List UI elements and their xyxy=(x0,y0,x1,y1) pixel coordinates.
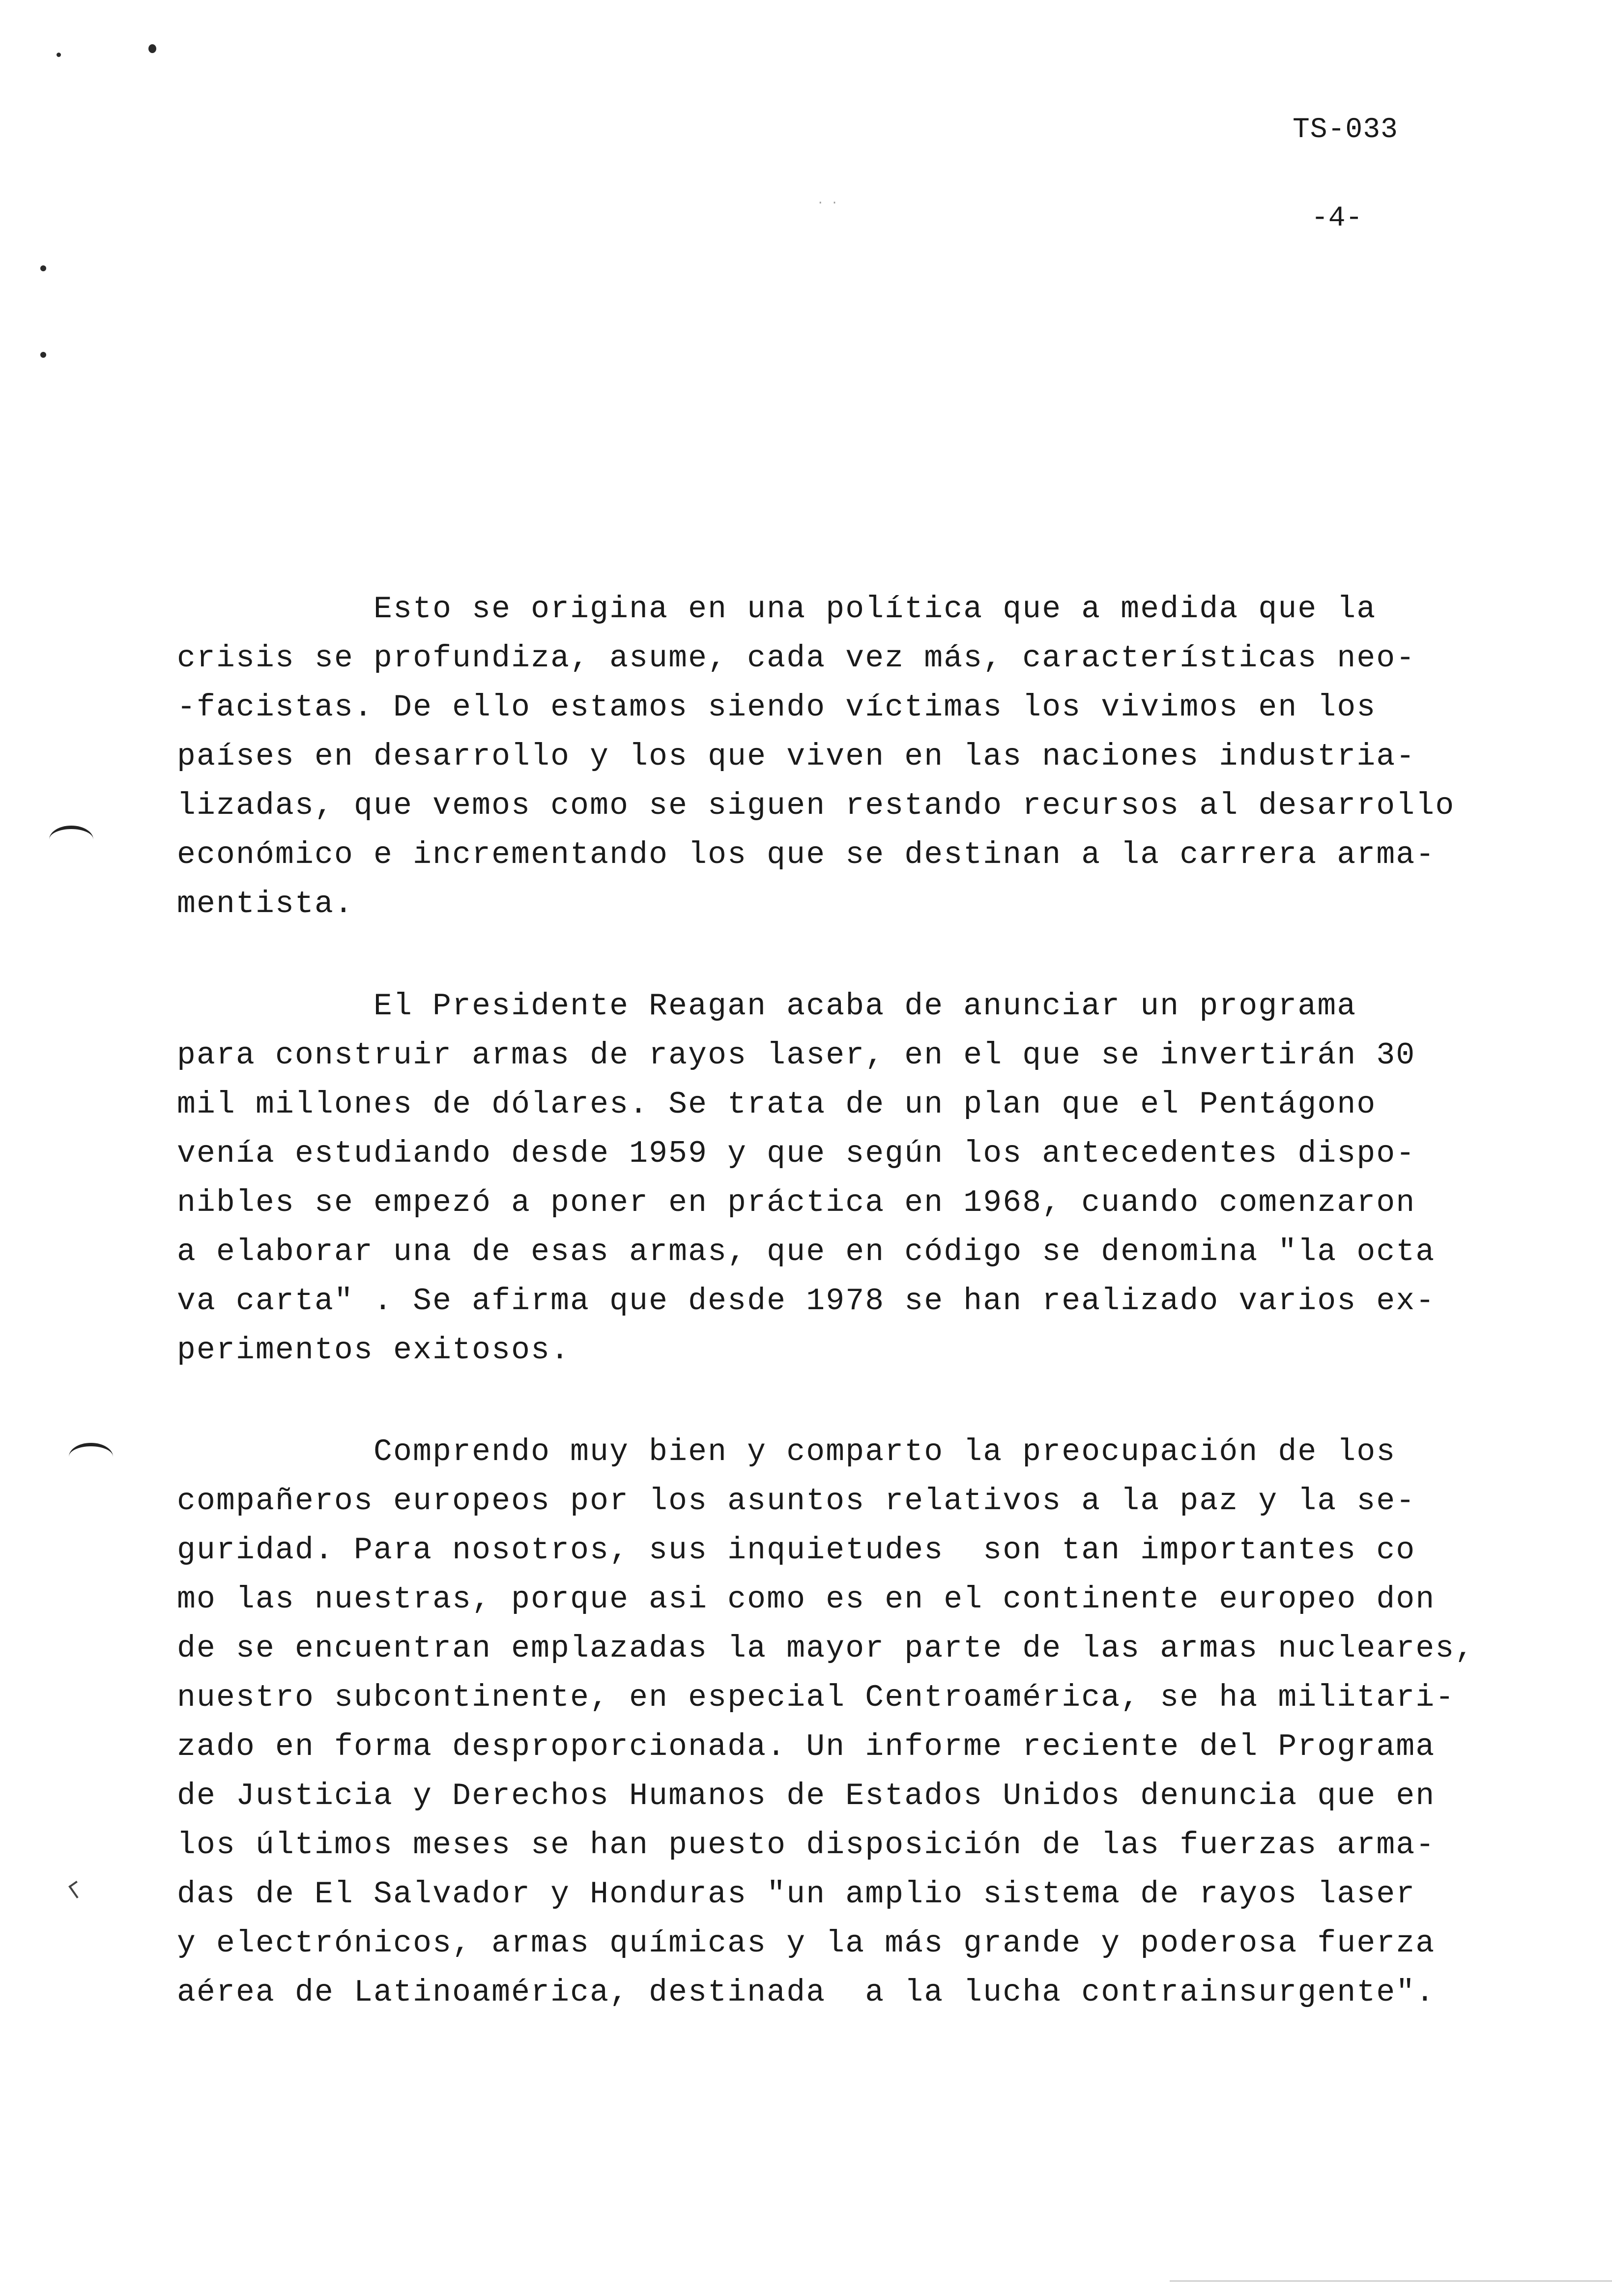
scan-dots: · · xyxy=(817,197,838,210)
paragraph-2 xyxy=(177,982,1514,1375)
page-number: -4- xyxy=(1311,202,1363,234)
punch-hole-mark xyxy=(49,826,93,854)
punch-hole-mark xyxy=(69,1443,113,1471)
text-line: compañeros europeos por los asuntos relativos a la paz y la se- xyxy=(177,1484,1416,1519)
text-line: Comprendo muy bien y comparto la preocupación de los xyxy=(177,1435,1396,1469)
scan-speck xyxy=(40,265,46,271)
text-line: nuestro subcontinente, en especial Centroamérica, se ha militari- xyxy=(177,1680,1455,1715)
text-line: de Justicia y Derechos Humanos de Estados Unidos denuncia que en xyxy=(177,1779,1436,1813)
text-line: El Presidente Reagan acaba de anunciar un programa xyxy=(177,989,1357,1024)
text-line: das de El Salvador y Honduras "un amplio sistema de rayos laser xyxy=(177,1877,1416,1912)
text-line: mo las nuestras, porque asi como es en el continente europeo don xyxy=(177,1582,1436,1617)
text-line: -facistas. De ello estamos siendo víctimas los vivimos en los xyxy=(177,690,1377,725)
document-id: TS-033 xyxy=(1293,114,1398,146)
text-line: aérea de Latinoamérica, destinada a la lucha contrainsurgente". xyxy=(177,1975,1436,2010)
scan-speck xyxy=(57,53,61,57)
text-line: mentista. xyxy=(177,887,354,921)
text-line: va carta" . Se afirma que desde 1978 se han realizado varios ex- xyxy=(177,1284,1436,1319)
text-line: de se encuentran emplazadas la mayor parte de las armas nucleares, xyxy=(177,1631,1475,1666)
text-line: los últimos meses se han puesto disposición de las fuerzas arma- xyxy=(177,1828,1436,1863)
text-line: Esto se origina en una política que a medida que la xyxy=(177,592,1377,627)
text-line: lizadas, que vemos como se siguen restando recursos al desarrollo xyxy=(177,788,1455,823)
text-line: a elaborar una de esas armas, que en código se denomina "la octa xyxy=(177,1234,1436,1269)
text-line: económico e incrementando los que se destinan a la carrera arma- xyxy=(177,837,1436,872)
text-line: y electrónicos, armas químicas y la más grande y poderosa fuerza xyxy=(177,1926,1436,1961)
text-line: mil millones de dólares. Se trata de un plan que el Pentágono xyxy=(177,1087,1377,1122)
text-line: países en desarrollo y los que viven en las naciones industria- xyxy=(177,739,1416,774)
scan-mark xyxy=(68,1881,85,1898)
paragraph-3 xyxy=(177,1428,1514,2017)
text-line: guridad. Para nosotros, sus inquietudes son tan importantes co xyxy=(177,1533,1416,1568)
scan-edge-line xyxy=(1170,2280,1612,2282)
text-line: zado en forma desproporcionada. Un informe reciente del Programa xyxy=(177,1729,1436,1764)
text-line: para construir armas de rayos laser, en el que se invertirán 30 xyxy=(177,1038,1416,1073)
scan-speck xyxy=(40,352,46,358)
text-line: venía estudiando desde 1959 y que según los antecedentes dispo- xyxy=(177,1136,1416,1171)
paragraph-1 xyxy=(177,585,1514,929)
scan-speck xyxy=(148,44,156,53)
text-line: perimentos exitosos. xyxy=(177,1333,571,1368)
text-line: nibles se empezó a poner en práctica en 1968, cuando comenzaron xyxy=(177,1185,1416,1220)
text-line: crisis se profundiza, asume, cada vez más, características neo- xyxy=(177,641,1416,676)
